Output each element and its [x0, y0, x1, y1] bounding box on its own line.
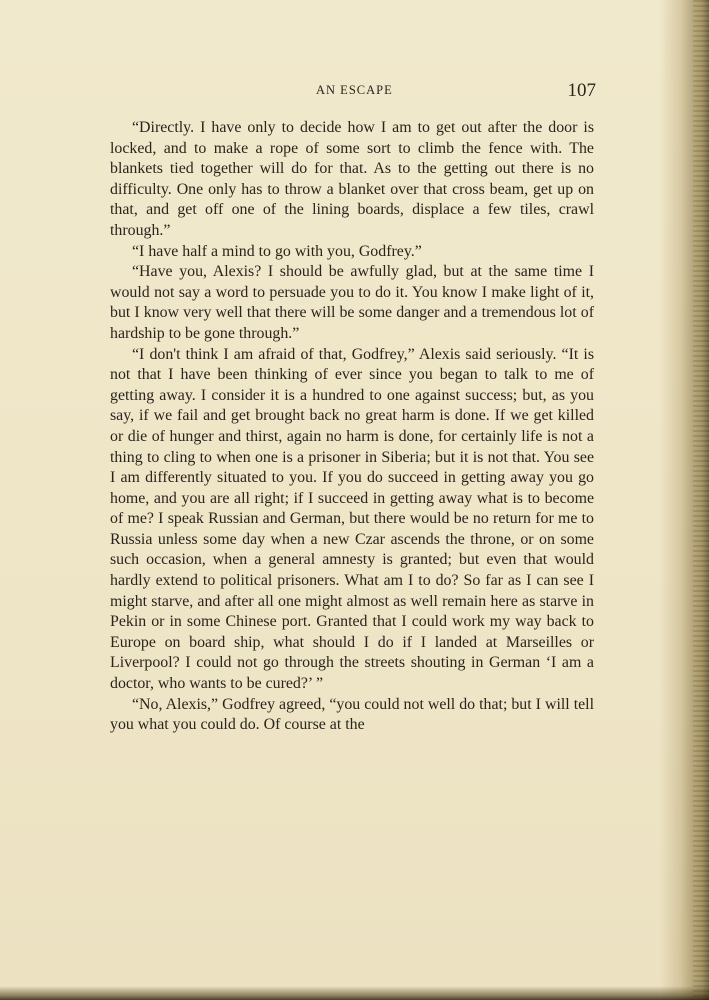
paragraph: “I have half a mind to go with you, Godfrey.”	[132, 242, 422, 260]
page-header	[110, 80, 598, 102]
page-number: 107	[567, 80, 596, 101]
paragraph: “Have you, Alexis? I should be awfully glad, but at the same time I would not say a word to persuade you to do it. You know I make light of it, but I know very well that there will be some danger and a tremendous lot of hardship to be gone through.”	[110, 263, 594, 342]
page-edge-right	[693, 0, 709, 1000]
paragraph: “I don't think I am afraid of that, Godfrey,” Alexis said seriously. “It is not that I have been thinking of ever since you began to talk to me of getting away. I consider it is a hundred to one against success; but, as you say, if we fail and get brought back no great harm is done. If we get killed or die of hunger and thirst, again no harm is done, for certainly life is not a thing to cling to when one is a prisoner in Siberia; but it is not that. You see I am differently situated to you. If you do succeed in getting away you go home, and you are all right; if I succeed in getting away what is to become of me? I speak Russian and German, but there would be no return for me to Russia unless some day when a new Czar ascends the throne, or on some such occasion, when a general amnesty is granted; but even that would hardly extend to political prisoners. What am I to do? So far as I can see I might starve, and after all one might almost as well remain here as starve in Pekin or in some Chinese port. Granted that I could work my way back to Europe on board ship, what should I do if I landed at Marseilles or Liverpool? I could not go through the streets shouting in German ‘I am a doctor, who wants to be cured?’ ”	[110, 345, 594, 693]
paragraph: “Directly. I have only to decide how I am to get out after the door is locked, and to make a rope of some sort to climb the fence with. The blankets tied together will do for that. As to the getting out there is no difficulty. One only has to throw a blanket over that cross beam, get up on that, and get off one of the lining boards, displace a few tiles, crawl through.”	[110, 119, 594, 239]
paragraph: “No, Alexis,” Godfrey agreed, “you could not well do that; but I will tell you what you could do. Of course at the	[110, 695, 594, 734]
running-head: AN ESCAPE	[316, 83, 393, 97]
page-edge-bottom	[0, 986, 709, 1000]
body-text	[110, 118, 594, 736]
